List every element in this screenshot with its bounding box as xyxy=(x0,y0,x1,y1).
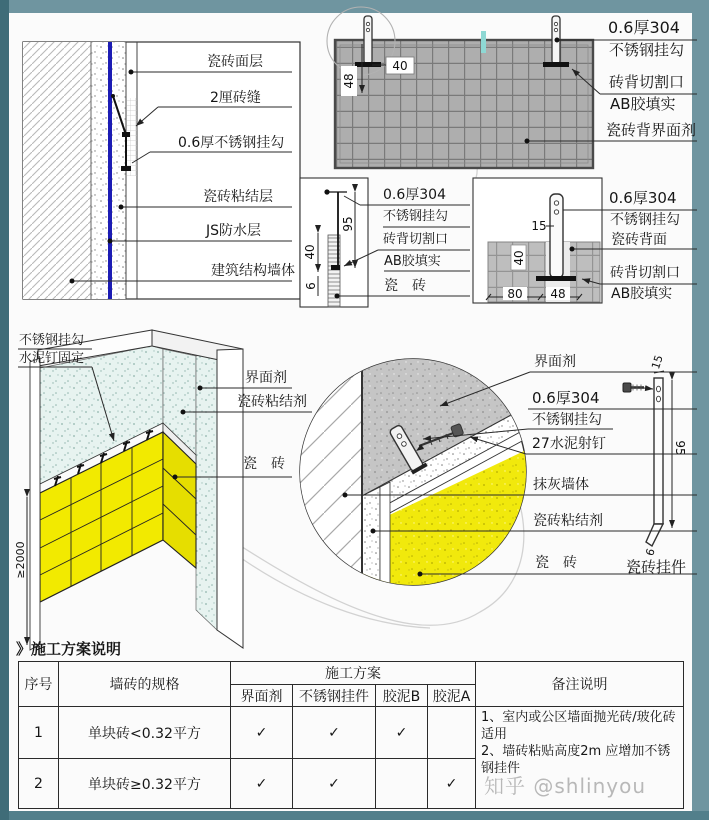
watermark: 知乎 @shlinyou xyxy=(484,774,646,798)
row1-check-hanger: ✓ xyxy=(293,707,376,759)
label-structure-wall: 建筑结构墙体 xyxy=(211,263,295,279)
row2-check-interface: ✓ xyxy=(231,759,293,809)
label-steel-hook: 0.6厚不锈钢挂勾 xyxy=(178,135,285,151)
label-back-cut-1: 砖背切割口 xyxy=(609,73,685,91)
label-iso-tile: 瓷 砖 xyxy=(243,456,285,472)
label-tile-face-layer: 瓷砖面层 xyxy=(207,54,263,70)
label-side-304-2: 不锈钢挂勾 xyxy=(383,209,449,224)
col-header-plan: 施工方案 xyxy=(231,662,476,685)
col-header-remark: 备注说明 xyxy=(476,662,684,707)
label-304-hook-1: 0.6厚304 xyxy=(608,18,680,37)
corner-detail-circle xyxy=(296,350,560,620)
label-circ-304-2: 不锈钢挂勾 xyxy=(532,412,602,428)
label-front-304-1: 0.6厚304 xyxy=(609,189,677,207)
label-iso-hook: 不锈钢挂勾 xyxy=(19,333,85,348)
tile-back-view xyxy=(327,7,593,168)
row2-no: 2 xyxy=(19,759,59,809)
label-circ-tile: 瓷 砖 xyxy=(535,555,577,571)
row1-check-mortar-b: ✓ xyxy=(376,707,428,759)
label-hanger-part: 瓷砖挂件 xyxy=(626,558,687,576)
label-circ-nail: 27水泥射钉 xyxy=(532,436,606,452)
table-row xyxy=(19,707,684,759)
label-side-cut-1: 砖背切割口 xyxy=(383,232,449,247)
sub-col-interface: 界面剂 xyxy=(231,685,293,707)
label-front-cut-2: AB胶填实 xyxy=(611,286,673,302)
label-tile-joint: 2厘砖缝 xyxy=(210,90,261,106)
row1-no: 1 xyxy=(19,707,59,759)
hook-front-detail xyxy=(473,178,602,303)
dim-80: 80 xyxy=(507,287,523,301)
dim-15: 15 xyxy=(649,353,666,371)
label-circ-adhesive: 瓷砖粘结剂 xyxy=(533,513,603,529)
dim-40: 40 xyxy=(512,250,526,266)
sub-col-hanger: 不锈钢挂件 xyxy=(293,685,376,707)
dim-95: 95 xyxy=(673,440,687,456)
sub-col-mortar-a: 胶泥A xyxy=(428,685,476,707)
dim-6: 6 xyxy=(304,282,318,290)
hook-side-detail xyxy=(300,178,368,307)
label-side-304-1: 0.6厚304 xyxy=(383,187,446,203)
label-circ-interface: 界面剂 xyxy=(534,354,576,370)
isometric-wall-view xyxy=(14,330,243,650)
row1-check-mortar-a xyxy=(428,707,476,759)
sub-col-mortar-b: 胶泥B xyxy=(376,685,428,707)
label-side-cut-2: AB胶填实 xyxy=(384,254,441,269)
row2-check-hanger: ✓ xyxy=(293,759,376,809)
label-back-cut-2: AB胶填实 xyxy=(610,95,676,113)
dim-6: 6 xyxy=(643,546,658,558)
row2-spec: 单块砖≥0.32平方 xyxy=(59,759,231,809)
label-front-cut-1: 砖背切割口 xyxy=(610,265,680,281)
label-iso-cement-nail: 水泥钉固定 xyxy=(19,351,85,366)
label-iso-adhesive: 瓷砖粘结剂 xyxy=(237,394,307,410)
row1-spec: 单块砖<0.32平方 xyxy=(59,707,231,759)
remark-1: 1、室内或公区墙面抛光砖/玻化砖适用 xyxy=(481,710,676,742)
label-front-304-2: 不锈钢挂勾 xyxy=(610,212,680,228)
label-304-hook-2: 不锈钢挂勾 xyxy=(609,41,685,59)
dim-95: 95 xyxy=(341,216,355,232)
label-tile-back-face: 瓷砖背面 xyxy=(611,232,667,248)
label-js-waterproof: JS防水层 xyxy=(206,223,262,239)
row1-check-interface: ✓ xyxy=(231,707,293,759)
tile-hanger-part xyxy=(623,353,687,557)
label-back-interface: 瓷砖背界面剂 xyxy=(606,121,697,139)
label-iso-interface: 界面剂 xyxy=(245,370,287,386)
dim-15: 15 xyxy=(531,219,547,233)
row2-check-mortar-a: ✓ xyxy=(428,759,476,809)
dim-40: 40 xyxy=(303,244,317,260)
wall-section-view xyxy=(23,42,300,299)
dim-40: 40 xyxy=(392,59,408,73)
label-bonding-layer: 瓷砖粘结层 xyxy=(203,189,273,205)
col-header-spec: 墙砖的规格 xyxy=(59,662,231,707)
label-side-tile: 瓷 砖 xyxy=(384,278,426,294)
row2-check-mortar-b xyxy=(376,759,428,809)
label-circ-304-1: 0.6厚304 xyxy=(532,389,600,407)
dim-2000: ≥2000 xyxy=(14,541,27,579)
plan-title: 》施工方案说明 xyxy=(16,640,122,658)
remark-2: 2、墙砖粘贴高度2m 应增加不锈钢挂件 xyxy=(481,743,671,776)
label-circ-plaster-wall: 抹灰墙体 xyxy=(533,477,589,493)
dim-48: 48 xyxy=(550,287,566,301)
col-header-no: 序号 xyxy=(19,662,59,707)
dim-48: 48 xyxy=(342,73,356,89)
